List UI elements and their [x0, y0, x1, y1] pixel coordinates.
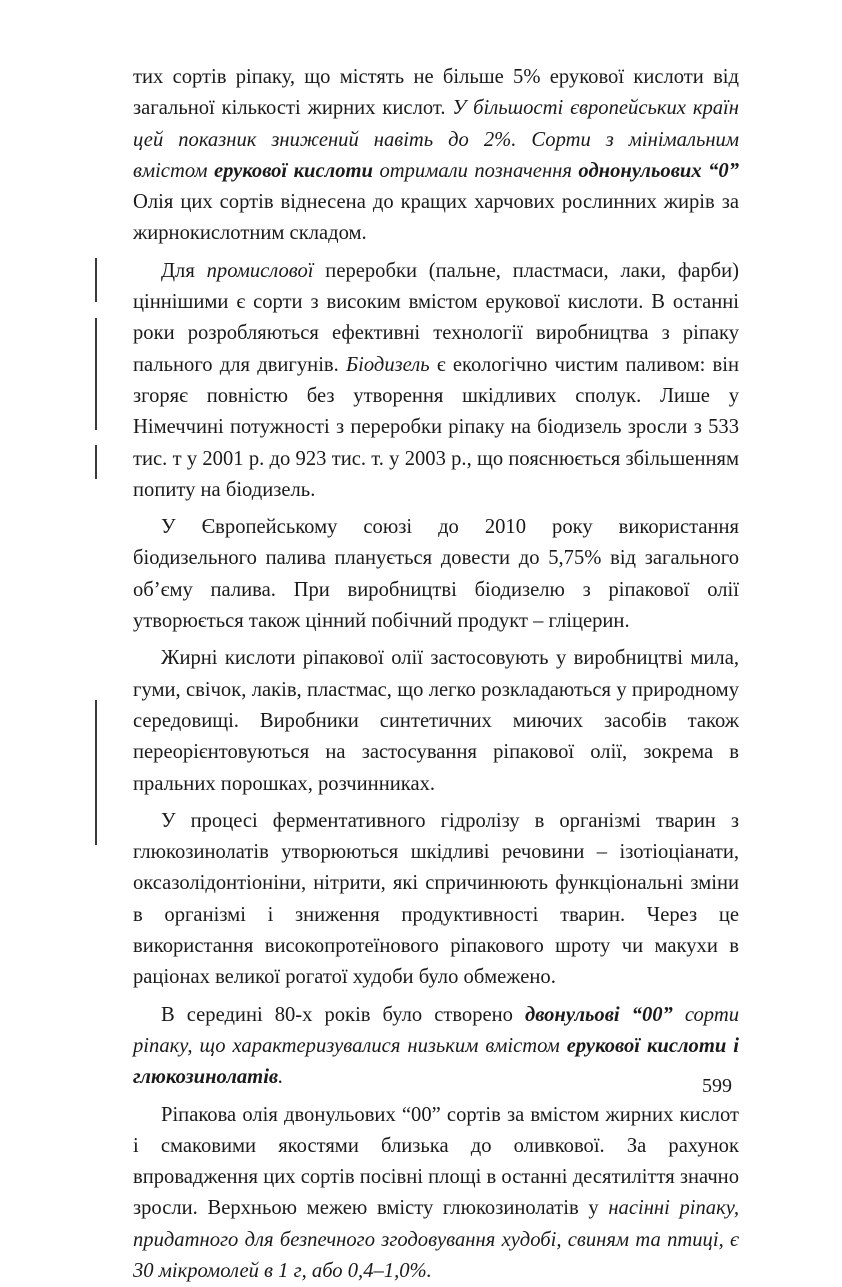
run: промислової [207, 260, 314, 282]
body-text [133, 62, 739, 1287]
run: двонульові “00” [525, 1004, 673, 1026]
run: ерукової кислоти [214, 160, 373, 182]
paragraph-3 [133, 512, 739, 637]
run: є екологічно чистим паливом: він згоряє повністю без утворення шкідливих сполук. Лише у Німеччині потужності з переробки ріпаку на біодизель зросли з 533 тис. т у 2001 р. до 923 тис. т. у 2003 р., що пояснюється збільшенням попиту на біодизель. [133, 354, 739, 501]
margin-mark [95, 258, 97, 302]
run: У Європейському союзі до 2010 року використання біодизельного палива планується довести до 5,75% від загального об’єму палива. При виробництві біодизелю з ріпакової олії утворюється також цінний побічний продукт – гліцерин. [133, 516, 739, 632]
margin-mark [95, 445, 97, 479]
run: Жирні кислоти ріпакової олії застосовують у виробництві мила, гуми, свічок, лаків, пластмас, що легко розкладаються у природному середовищі. Виробники синтетичних миючих засобів також переорієнтовуються на застосування ріпакової олії, зокрема в пральних порошках, розчинниках. [133, 647, 739, 794]
run: У більшості європейських країн цей показник знижений навіть до 2%. Сорти з мінімальним вмістом [133, 97, 739, 182]
run: однонульових “0” [578, 160, 739, 182]
paragraph-1 [133, 62, 739, 250]
run: насінні ріпаку, придатного для безпечного згодовування худобі, свиням та птиці, є 30 мікромолей в 1 г, або 0,4–1,0%. [133, 1197, 739, 1282]
margin-mark [95, 318, 97, 430]
run: . [278, 1066, 283, 1088]
paragraph-5 [133, 806, 739, 994]
run: ерукової кислоти і глюкозинолатів [133, 1035, 739, 1088]
run: сорти ріпаку, що характеризувалися низьким вмістом [133, 1004, 739, 1057]
run: Олія цих сортів віднесена до кращих харчових рослинних жирів за жирнокислотним складом. [133, 191, 739, 244]
paragraph-4 [133, 643, 739, 799]
run: тих сортів ріпаку, що містять не більше 5% ерукової кислоти від загальної кількості жирних кислот. [133, 66, 739, 119]
run: переробки (пальне, пластмаси, лаки, фарби) ціннішими є сорти з високим вмістом ерукової кислоти. В останні роки розробляються ефективні технології виробництва з ріпаку пального для двигунів. [133, 260, 739, 376]
run: Для [161, 260, 207, 282]
page-number: 599 [702, 1074, 732, 1098]
run: Ріпакова олія двонульових “00” сортів за вмістом жирних кислот і смаковими якостями близька до оливкової. За рахунок впровадження цих сортів посівні площі в останні десятиліття значно зросли. Верхньою межею вмісту глюкозинолатів у [133, 1104, 739, 1220]
run: В середині 80-х років було створено [161, 1004, 525, 1026]
paragraph-6 [133, 1000, 739, 1094]
paragraph-7 [133, 1100, 739, 1287]
run: У процесі ферментативного гідролізу в організмі тварин з глюкозинолатів утворюються шкідливі речовини – ізотіоціанати, оксазолідонтіоніни, нітрити, які спричинюють функціональні зміни в організмі і зниження продуктивності тварин. Через це використання високопротеїнового ріпакового шроту чи макухи в раціонах великої рогатої худоби було обмежено. [133, 810, 739, 988]
run: отримали позначення [373, 160, 578, 182]
margin-mark [95, 700, 97, 845]
run: Біодизель [346, 354, 430, 376]
paragraph-2 [133, 256, 739, 506]
